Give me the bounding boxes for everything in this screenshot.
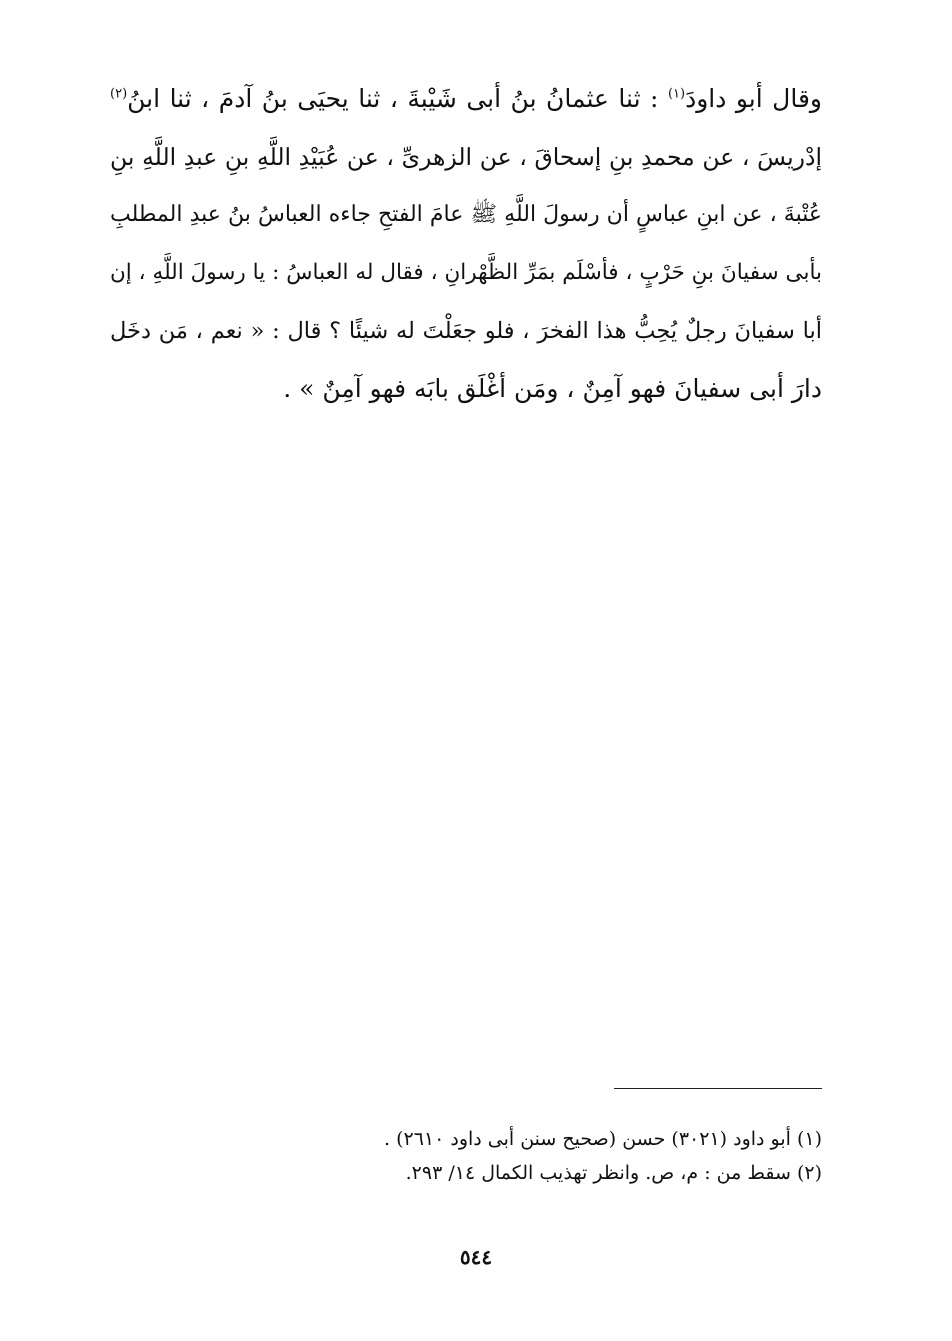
main-line-4: بأبى سفيانَ بنِ حَرْبٍ ، فأسْلَم بمَرِّ الظَّهْرانِ ، فقال له العباسُ : يا رسولَ اللَّهِ ، إن [110,260,822,285]
line-1-middle: : ثنا عثمانُ بنُ أبى شَيْبةَ ، ثنا يحيَى بنُ آدمَ ، ثنا ابنُ [127,84,668,113]
main-text-block [110,70,822,418]
main-line-5: أبا سفيانَ رجلٌ يُحِبُّ هذا الفخرَ ، فلو جعَلْتَ له شيئًا ؟ قال : « نعم ، مَن دخَل [110,318,822,344]
main-line-1 [110,70,822,128]
main-line-2: إدْريسَ ، عن محمدِ بنِ إسحاقَ ، عن الزهرىِّ ، عن عُبَيْدِ اللَّهِ بنِ عبدِ اللَّهِ بنِ [110,143,822,171]
footnote-ref-2[interactable]: (٢) [110,86,128,102]
footnote-1: (١) أبو داود (٣٠٢١) حسن (صحيح سنن أبى داود ٢٦١٠) . [383,1128,822,1150]
footnote-separator [614,1088,822,1089]
footnote-ref-1[interactable]: (١) [667,86,686,102]
line-1-start: وقال أبو داودَ [685,84,822,113]
main-line-6: دارَ أبى سفيانَ فهو آمِنٌ ، ومَن أغْلَق بابَه فهو آمِنٌ » . [283,374,822,403]
footnotes-block [110,1122,822,1190]
page-number: ٥٤٤ [459,1245,493,1269]
main-line-3: عُتْبةَ ، عن ابنِ عباسٍ أن رسولَ اللَّهِ ﷺ عامَ الفتحِ جاءه العباسُ بنُ عبدِ المطلبِ [110,202,822,227]
footnote-2: (٢) سقط من : م، ص. وانظر تهذيب الكمال ١٤/ ٢٩٣. [405,1162,822,1184]
